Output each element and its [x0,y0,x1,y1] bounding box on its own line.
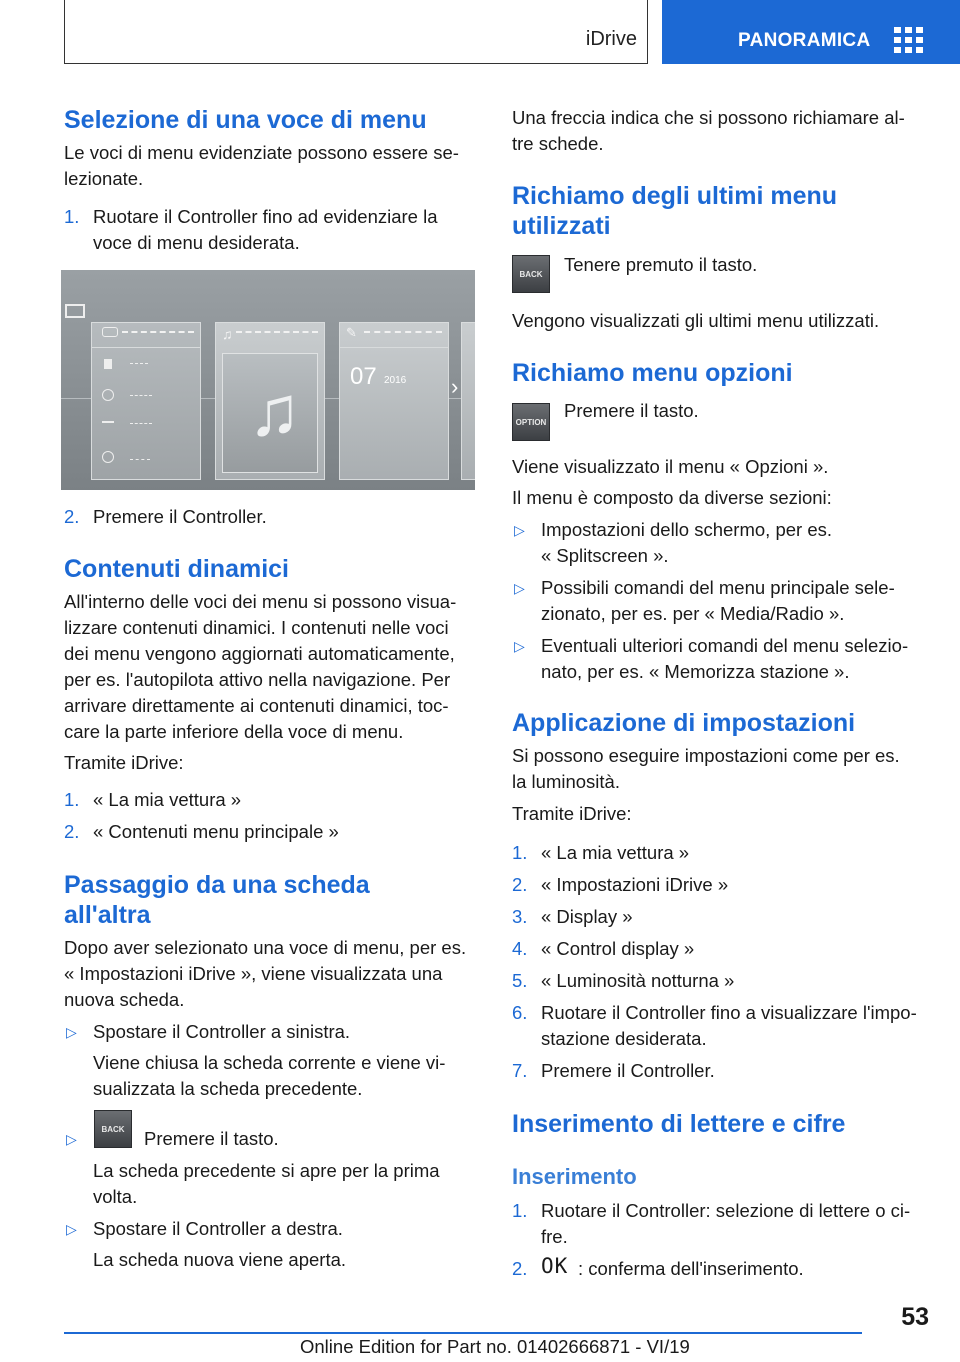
text-apply: Si possono eseguire impostazioni come per es. [512,745,900,766]
text-via: Tramite iDrive: [512,803,632,824]
step-number: 2. [512,874,528,895]
bullet-text: volta. [93,1186,138,1207]
page-number: 53 [901,1303,929,1331]
tool-icon: ✎ [346,325,357,340]
calendar-panel [339,322,449,480]
text-select-1: Le voci di menu evidenziate possono essere se- [64,142,459,163]
car-menu-panel [91,322,201,480]
text-dyn: care la parte inferiore della voce di menu. [64,721,404,742]
bullet-text: La scheda nuova viene aperta. [93,1249,347,1270]
text-last: Vengono visualizzati gli ultimi menu utilizzati. [512,310,880,331]
step-text: stazione desiderata. [541,1028,707,1049]
text-via: Tramite iDrive: [64,752,184,773]
bullet-text: Spostare il Controller a sinistra. [93,1021,351,1042]
bullet-icon: ▷ [514,580,525,596]
text-select-2: lezionate. [64,168,144,189]
bullet-text: Impostazioni dello schermo, per es. [541,519,832,540]
footer-rule [64,1332,862,1334]
step-number: 2. [64,821,80,842]
text-tab: « Impostazioni iDrive », viene visualizzata una [64,963,443,984]
menu-path: « Control display » [541,938,695,959]
bullet-icon: ▷ [514,638,525,654]
chevron-right-icon: › [451,374,459,399]
bullet-icon: ▷ [514,522,525,538]
section-title: iDrive [585,28,637,50]
step-text: fre. [541,1226,568,1247]
step-text: : conferma dell'inserimento. [578,1258,804,1279]
step-number: 4. [512,938,528,959]
step-number: 5. [512,970,528,991]
step-text: Premere il Controller. [541,1060,715,1081]
heading-options-menu: Richiamo menu opzioni [512,359,793,387]
option-button-icon: OPTION [512,403,550,441]
text-opt: Il menu è composto da diverse sezioni: [512,487,832,508]
text-opt: Viene visualizzato il menu « Opzioni ». [512,456,829,477]
menu-path: « Contenuti menu principale » [93,821,339,842]
menu-path: « Display » [541,906,633,927]
bullet-text: Premere il tasto. [144,1128,279,1149]
overview-tab-label: PANORAMICA [738,30,871,51]
step-number: 3. [512,906,528,927]
bullet-text: nato, per es. « Memorizza stazione ». [541,661,850,682]
menu-path: « La mia vettura » [93,789,242,810]
text-arrow: tre schede. [512,133,604,154]
step-text: Ruotare il Controller: selezione di lettere o ci- [541,1200,911,1221]
step-number: 1. [512,842,528,863]
heading-last-menus-1: Richiamo degli ultimi menu [512,182,838,210]
bullet-text: sualizzata la scheda precedente. [93,1078,363,1099]
header-bar [64,0,648,64]
text-dyn: All'interno delle voci dei menu si possono visua- [64,591,457,612]
step-text: Ruotare il Controller fino ad evidenziare la [93,206,438,227]
idrive-screen-illustration [61,270,475,490]
bullet-text: Eventuali ulteriori comandi del menu selezio- [541,635,909,656]
text-dyn: per es. l'autopilota attivo nella navigazione. Per [64,669,451,690]
text-hold: Tenere premuto il tasto. [564,254,758,275]
step-number: 7. [512,1060,528,1081]
bullet-icon: ▷ [66,1221,77,1237]
grid-icon [894,27,924,53]
bullet-text: zionato, per es. per « Media/Radio ». [541,603,845,624]
heading-last-menus-2: utilizzati [512,212,611,240]
overview-tab[interactable] [662,0,960,64]
bullet-text: Possibili comandi del menu principale sele- [541,577,895,598]
bullet-text: « Splitscreen ». [541,545,669,566]
step-number: 2. [64,506,80,527]
music-note-icon: ♫ [222,326,233,342]
bullet-icon: ▷ [66,1131,77,1147]
step-number: 1. [64,789,80,810]
heading-apply-settings: Applicazione di impostazioni [512,709,856,737]
footer-edition: Online Edition for Part no. 01402666871 - VI/19 [300,1336,690,1357]
text-apply: la luminosità. [512,771,620,792]
text-tab: nuova scheda. [64,989,185,1010]
calendar-day: 07 [350,363,377,390]
heading-input-letters: Inserimento di lettere e cifre [512,1110,846,1138]
calendar-year: 2016 [384,375,407,386]
text-dyn: arrivare direttamente ai contenuti dinamici, toc- [64,695,449,716]
step-text: voce di menu desiderata. [93,232,300,253]
step-text: Premere il Controller. [93,506,267,527]
tabs-icon [65,304,85,318]
step-number: 1. [64,206,80,227]
step-number: 2. [512,1258,528,1279]
heading-switch-tab-2: all'altra [64,901,151,929]
heading-select-menu-item: Selezione di una voce di menu [64,106,427,134]
bullet-icon: ▷ [66,1024,77,1040]
step-number: 6. [512,1002,528,1023]
bullet-text: Viene chiusa la scheda corrente e viene vi- [93,1052,446,1073]
step-number: 1. [512,1200,528,1221]
text-press: Premere il tasto. [564,400,699,421]
bullet-text: Spostare il Controller a destra. [93,1218,343,1239]
heading-dynamic-content: Contenuti dinamici [64,555,289,583]
menu-path: « La mia vettura » [541,842,690,863]
next-panel [461,322,475,480]
back-button-icon: BACK [94,1110,132,1148]
menu-path: « Luminosità notturna » [541,970,735,991]
subheading-input: Inserimento [512,1164,637,1189]
bullet-text: La scheda precedente si apre per la prima [93,1160,440,1181]
media-panel [215,322,325,480]
text-dyn: dei menu vengono aggiornati automaticamente, [64,643,455,664]
text-arrow: Una freccia indica che si possono richiamare al- [512,107,905,128]
ok-symbol: OK [541,1254,569,1278]
step-text: Ruotare il Controller fino a visualizzare l'impo- [541,1002,917,1023]
text-dyn: lizzare contenuti dinamici. I contenuti nelle voci [64,617,449,638]
heading-switch-tab-1: Passaggio da una scheda [64,871,370,899]
music-note-large-icon: ♫ [248,372,301,450]
menu-path: « Impostazioni iDrive » [541,874,729,895]
text-tab: Dopo aver selezionato una voce di menu, per es. [64,937,467,958]
back-button-icon: BACK [512,255,550,293]
